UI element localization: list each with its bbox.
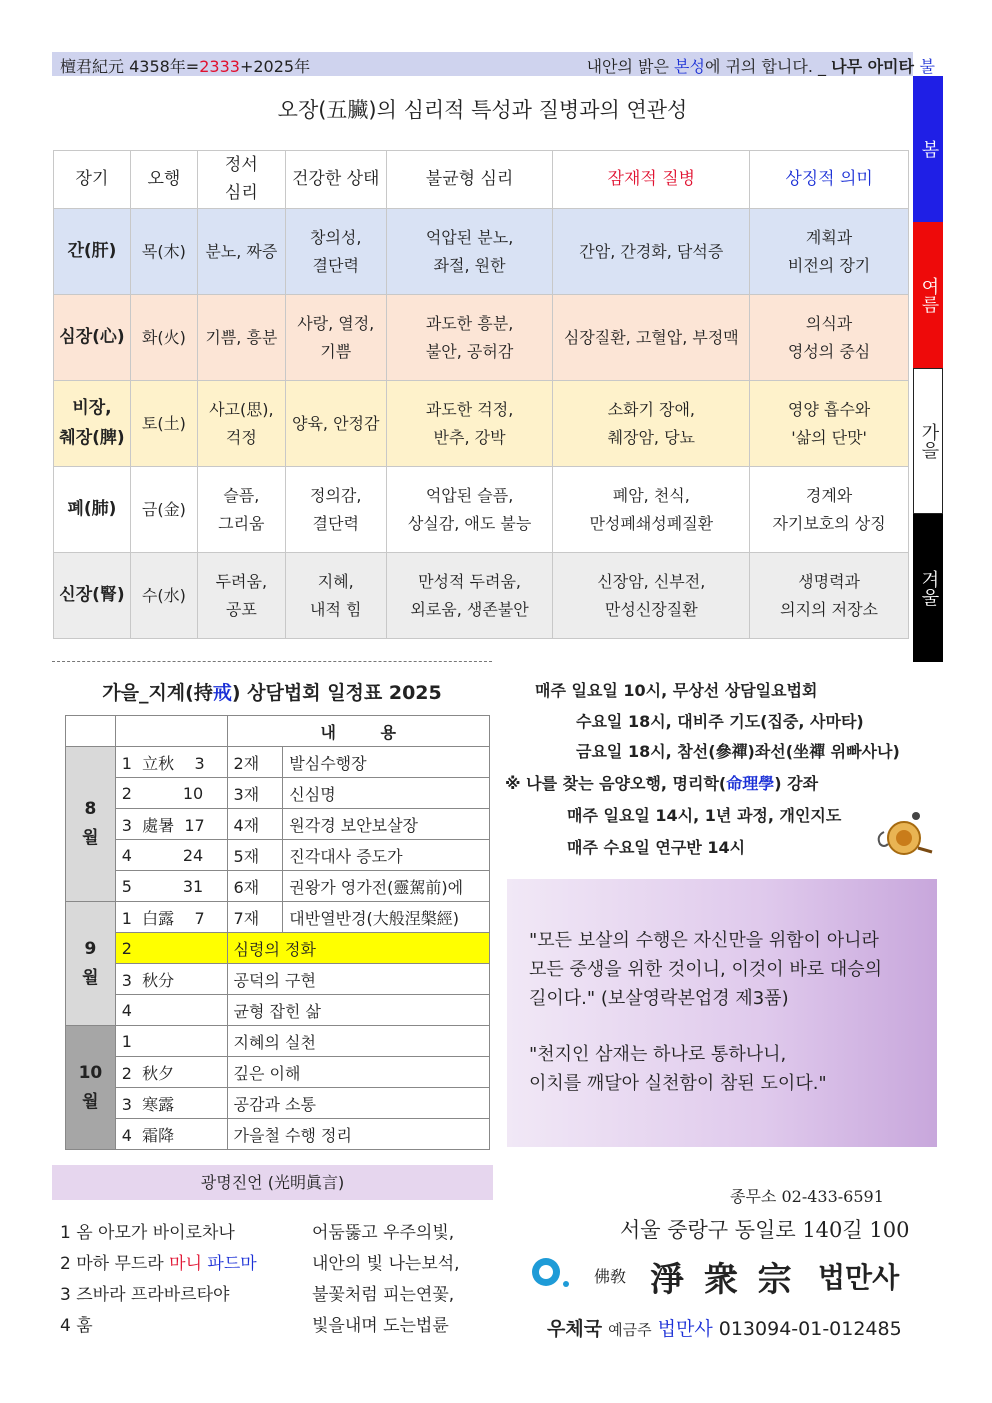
week-cell: 3 寒露 [115,1088,227,1119]
content-cell: 발심수행장 [283,747,490,778]
motto-line: 내안의 밝은 본성에 귀의 합니다. _ 나무 아미타 불 [586,57,935,76]
mantra-line-4: 4 훔 [60,1316,93,1336]
season-autumn: 가을 [913,368,943,514]
week-cell: 4 24 [115,840,227,871]
schedule-header: 내 용 [227,716,489,747]
organ-cell: 폐(肺) [54,467,131,553]
session-cell: 5재 [227,840,283,871]
week-cell: 3 處暑 17 [115,809,227,840]
week-cell: 4 霜降 [115,1119,227,1150]
organ-cell: 간암, 간경화, 담석증 [553,209,750,295]
week-cell: 1 白露 7 [115,902,227,933]
organ-cell: 억압된 슬픔, 상실감, 애도 불능 [386,467,553,553]
schedule-row [66,995,490,1026]
schedule-row [66,1088,490,1119]
organ-table [53,150,909,639]
schedule-row [66,1026,490,1057]
section-divider [52,661,492,662]
week-cell: 2 [115,933,227,964]
schedule-row [66,840,490,871]
organ-cell: 금(金) [130,467,197,553]
organ-cell: 계획과 비전의 장기 [750,209,909,295]
organ-row [54,295,909,381]
content-cell: 가을철 수행 정리 [227,1119,489,1150]
header-bar [52,52,935,76]
sect-name: 淨 衆 宗 [650,1260,796,1300]
mantra-line-3: 3 즈바라 프라바르타야 [60,1285,230,1305]
organ-cell: 과도한 흥분, 불안, 공허감 [386,295,553,381]
session-cell: 7재 [227,902,283,933]
organ-cell: 사고(思), 걱정 [197,381,285,467]
mantra-meaning-4: 빛을내며 도는법륜 [312,1316,449,1336]
schedule-title: 가을_지계(持戒) 상담법회 일정표 2025 [102,682,442,704]
organ-row [54,553,909,639]
col-symbol: 상징적 의미 [750,151,909,209]
content-cell: 권왕가 영가전(靈駕前)에 [283,871,490,902]
organ-cell: 토(土) [130,381,197,467]
content-cell: 심령의 정화 [227,933,489,964]
season-sidebar [913,76,943,662]
organ-cell: 두려움, 공포 [197,553,285,639]
organ-cell: 심장(心) [54,295,131,381]
schedule-row [66,747,490,778]
content-cell: 공감과 소통 [227,1088,489,1119]
organ-row [54,209,909,295]
week-cell: 1 [115,1026,227,1057]
lecture-sunday: 매주 일요일 14시, 1년 과정, 개인지도 [567,806,842,825]
col-organ: 장기 [54,151,131,209]
week-cell: 4 [115,995,227,1026]
organ-cell: 사랑, 열정, 기쁨 [285,295,386,381]
schedule-row [66,1119,490,1150]
mantra-meaning-1: 어둠뚫고 우주의빛, [312,1223,455,1243]
organ-cell: 간(肝) [54,209,131,295]
content-cell: 대반열반경(大般涅槃經) [283,902,490,933]
quote-bodhisattva: "모든 보살의 수행은 자신만을 위함이 아니라 모든 중생을 위한 것이니, 이것이 바로 대승의 길이다." (보살영락본업경 제3품) [529,930,883,1009]
schedule-row [66,964,490,995]
month-label: 8 월 [66,747,116,902]
organ-cell: 생명력과 의지의 저장소 [750,553,909,639]
organ-cell: 억압된 분노, 좌절, 원한 [386,209,553,295]
session-cell: 6재 [227,871,283,902]
quote-box [507,879,937,1147]
organ-cell: 비장, 췌장(脾) [54,381,131,467]
session-cell: 3재 [227,778,283,809]
organ-cell: 신장암, 신부전, 만성신장질환 [553,553,750,639]
content-cell: 공덕의 구현 [227,964,489,995]
month-label: 9 월 [66,902,116,1026]
organ-cell: 심장질환, 고혈압, 부정맥 [553,295,750,381]
page-title: 오장(五臟)의 심리적 특성과 질병과의 연관성 [277,98,688,122]
schedule-header-row [66,716,490,747]
schedule-row [66,871,490,902]
season-winter: 겨울 [913,514,943,662]
organ-cell: 창의성, 결단력 [285,209,386,295]
schedule-row [66,809,490,840]
lecture-notice: ※ 나를 찾는 음양오행, 명리학(命理學) 강좌 [505,774,819,793]
col-healthy: 건강한 상태 [285,151,386,209]
col-emotion: 정서 심리 [197,151,285,209]
organ-cell: 슬픔, 그리움 [197,467,285,553]
mantra-meaning-3: 불꽃처럼 피는연꽃, [312,1285,455,1305]
organ-cell: 수(水) [130,553,197,639]
organ-cell: 영양 흡수와 '삶의 단맛' [750,381,909,467]
office-phone: 종무소 02-433-6591 [730,1187,884,1206]
content-cell: 지혜의 실천 [227,1026,489,1057]
schedule-row [66,933,490,964]
content-cell: 신심명 [283,778,490,809]
week-cell: 2 秋夕 [115,1057,227,1088]
week-cell: 1 立秋 3 [115,747,227,778]
schedule-row [66,778,490,809]
mantra-line-2: 2 마하 무드라 마니 파드마 [60,1254,257,1274]
content-cell: 깊은 이해 [227,1057,489,1088]
buddhism-label: 佛敎 [594,1267,627,1286]
weekly-wednesday: 수요일 18시, 대비주 기도(집중, 사마타) [576,712,864,731]
organ-cell: 만성적 두려움, 외로움, 생존불안 [386,553,553,639]
organ-cell: 소화기 장애, 췌장암, 당뇨 [553,381,750,467]
lecture-wednesday: 매주 수요일 연구반 14시 [567,838,746,857]
organ-cell: 과도한 걱정, 반추, 강박 [386,381,553,467]
organ-cell: 정의감, 결단력 [285,467,386,553]
organ-cell: 화(火) [130,295,197,381]
organ-table-header [54,151,909,209]
organ-row [54,381,909,467]
session-cell: 2재 [227,747,283,778]
temple-logo-icon [526,1250,572,1292]
organ-cell: 지혜, 내적 힘 [285,553,386,639]
week-cell: 2 10 [115,778,227,809]
organ-cell: 목(木) [130,209,197,295]
organ-row [54,467,909,553]
mantra-meaning-2: 내안의 빛 나는보석, [312,1254,460,1274]
organ-cell: 의식과 영성의 중심 [750,295,909,381]
week-cell: 5 31 [115,871,227,902]
weekly-sunday: 매주 일요일 10시, 무상선 상담일요법회 [535,681,818,700]
week-cell: 3 秋分 [115,964,227,995]
era-line: 檀君紀元 4358年=2333+2025年 [60,57,311,76]
quote-three-powers: "천지인 삼재는 하나로 통하나니, 이치를 깨달아 실천함이 참된 도이다." [529,1044,827,1094]
address: 서울 중랑구 동일로 140길 100 [620,1218,910,1242]
session-cell: 4재 [227,809,283,840]
organ-cell: 경계와 자기보호의 상징 [750,467,909,553]
organ-cell: 양육, 안정감 [285,381,386,467]
bank-account: 우체국 예금주 법만사 013094-01-012485 [547,1318,902,1340]
col-imbalance: 불균형 심리 [386,151,553,209]
schedule-row [66,1057,490,1088]
weekly-friday: 금요일 18시, 참선(參禪)좌선(坐禪 위빠사나) [576,742,900,761]
month-label: 10 월 [66,1026,116,1150]
organ-cell: 폐암, 천식, 만성폐쇄성폐질환 [553,467,750,553]
schedule-row [66,902,490,933]
organ-cell: 기쁨, 흥분 [197,295,285,381]
col-disease: 잠재적 질병 [553,151,750,209]
content-cell: 원각경 보안보살장 [283,809,490,840]
mantra-title: 광명진언 (光明眞言) [52,1165,493,1200]
organ-cell: 분노, 짜증 [197,209,285,295]
content-cell: 균형 잡힌 삶 [227,995,489,1026]
season-summer: 여름 [913,222,943,368]
gong-icon [874,808,934,856]
organ-cell: 신장(腎) [54,553,131,639]
schedule-table [65,715,490,1150]
content-cell: 진각대사 증도가 [283,840,490,871]
mantra-line-1: 1 옴 아모가 바이로차나 [60,1223,235,1243]
season-spring: 봄 [913,76,943,222]
temple-name: 법만사 [818,1261,900,1294]
col-element: 오행 [130,151,197,209]
